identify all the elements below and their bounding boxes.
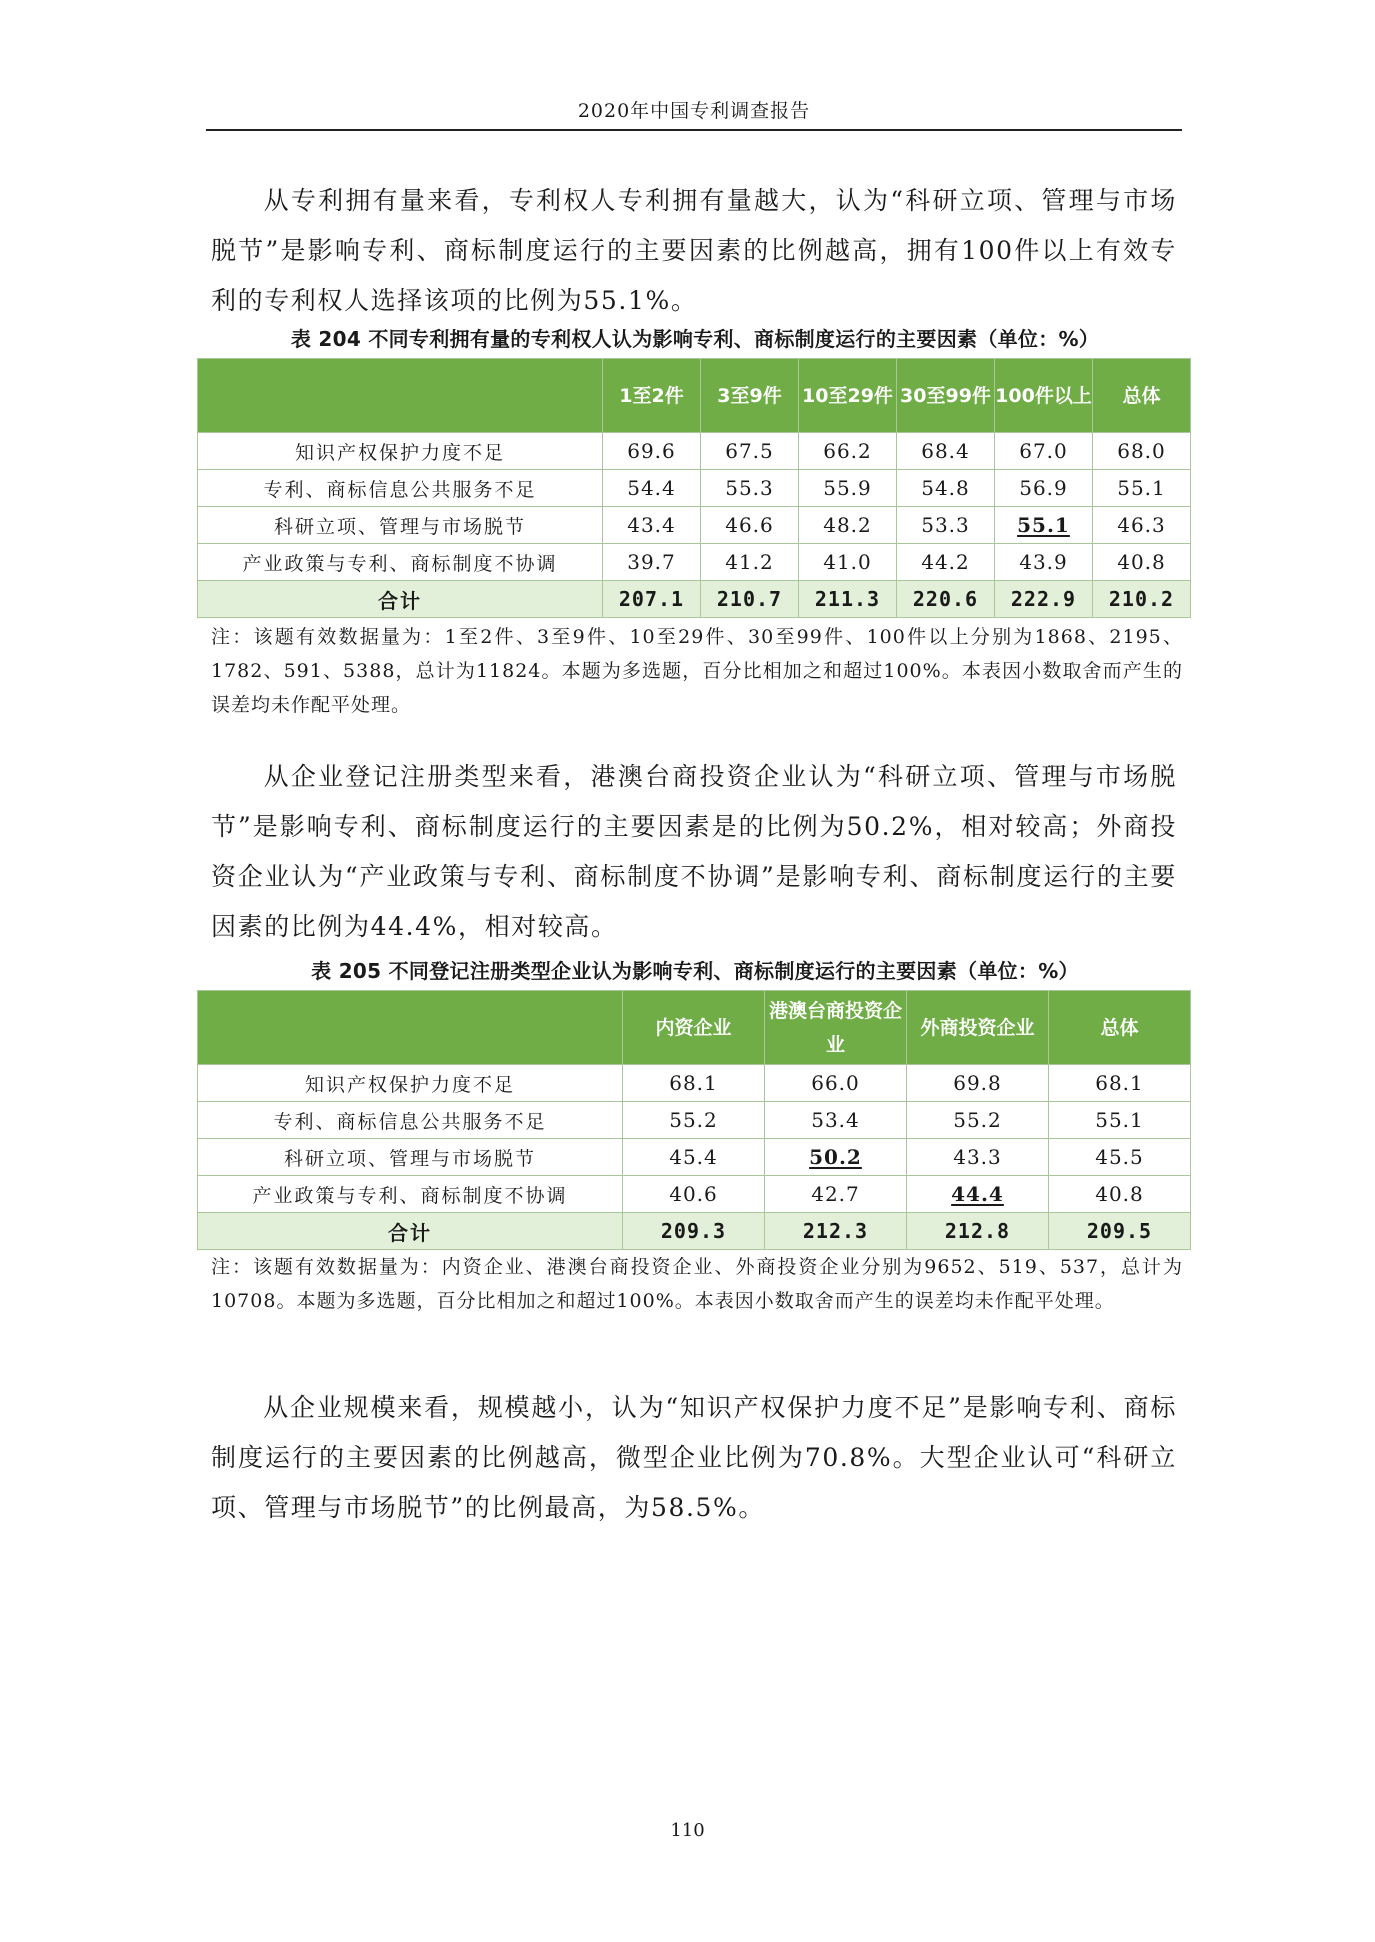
row-label: 专利、商标信息公共服务不足 — [198, 1102, 623, 1139]
table-row — [198, 1102, 1191, 1139]
highlight-value: 55.1 — [1017, 513, 1070, 537]
table-cell: 55.1 — [1093, 470, 1191, 507]
table-row — [198, 433, 1191, 470]
paragraph-enterprise-scale — [211, 1383, 1177, 1533]
highlight-value: 50.2 — [809, 1145, 862, 1169]
table-cell: 43.4 — [603, 507, 701, 544]
total-label: 合计 — [198, 581, 603, 618]
total-cell: 209.5 — [1049, 1213, 1191, 1250]
row-label: 专利、商标信息公共服务不足 — [198, 470, 603, 507]
table-cell: 39.7 — [603, 544, 701, 581]
table-cell: 68.1 — [1049, 1065, 1191, 1102]
table-205-note: 注：该题有效数据量为：内资企业、港澳台商投资企业、外商投资企业分别为9652、519、537，总计为10708。本题为多选题，百分比相加之和超过100%。本表因小数取舍而产生的误差均未作配平处理。 — [211, 1256, 1183, 1312]
highlight-value: 44.4 — [951, 1182, 1004, 1206]
column-header: 1至2件 — [603, 359, 701, 433]
header-blank-cell — [198, 991, 623, 1065]
table-header-row — [198, 991, 1191, 1065]
table-cell: 53.4 — [765, 1102, 907, 1139]
total-cell: 211.3 — [799, 581, 897, 618]
table-cell: 66.0 — [765, 1065, 907, 1102]
table-cell: 68.4 — [897, 433, 995, 470]
table-row — [198, 1139, 1191, 1176]
running-header: 2020年中国专利调查报告 — [577, 100, 811, 122]
table-total-row — [198, 1213, 1191, 1250]
table-cell: 67.0 — [995, 433, 1093, 470]
table-cell: 66.2 — [799, 433, 897, 470]
table-cell: 55.2 — [623, 1102, 765, 1139]
row-label: 知识产权保护力度不足 — [198, 1065, 623, 1102]
table-cell: 55.2 — [907, 1102, 1049, 1139]
table-cell: 43.9 — [995, 544, 1093, 581]
table-cell: 46.3 — [1093, 507, 1191, 544]
table-cell: 55.3 — [701, 470, 799, 507]
table-header-row — [198, 359, 1191, 433]
table-cell: 69.8 — [907, 1065, 1049, 1102]
column-header: 总体 — [1049, 991, 1191, 1065]
total-cell: 222.9 — [995, 581, 1093, 618]
table-cell: 40.8 — [1049, 1176, 1191, 1213]
table-cell-highlight — [907, 1176, 1049, 1213]
table-row — [198, 1065, 1191, 1102]
table-204 — [197, 358, 1191, 618]
total-label: 合计 — [198, 1213, 623, 1250]
header-rule — [206, 129, 1182, 131]
table-cell: 56.9 — [995, 470, 1093, 507]
total-cell: 207.1 — [603, 581, 701, 618]
table-cell: 46.6 — [701, 507, 799, 544]
table-row — [198, 1176, 1191, 1213]
total-cell: 220.6 — [897, 581, 995, 618]
table-cell: 68.0 — [1093, 433, 1191, 470]
table-205-caption: 表 205 不同登记注册类型企业认为影响专利、商标制度运行的主要因素（单位：%） — [311, 959, 1079, 983]
paragraph-text: 从企业规模来看，规模越小，认为“知识产权保护力度不足”是影响专利、商标制度运行的主要因素的比例越高，微型企业比例为70.8%。大型企业认可“科研立项、管理与市场脱节”的比例最高，为58.5%。 — [211, 1393, 1177, 1522]
total-cell: 210.7 — [701, 581, 799, 618]
table-row — [198, 544, 1191, 581]
table-204-caption: 表 204 不同专利拥有量的专利权人认为影响专利、商标制度运行的主要因素（单位：%） — [290, 327, 1100, 351]
table-cell: 55.1 — [1049, 1102, 1191, 1139]
table-cell: 40.6 — [623, 1176, 765, 1213]
header-blank-cell — [198, 359, 603, 433]
table-cell: 53.3 — [897, 507, 995, 544]
column-header: 3至9件 — [701, 359, 799, 433]
column-header: 内资企业 — [623, 991, 765, 1065]
table-cell: 42.7 — [765, 1176, 907, 1213]
row-label: 产业政策与专利、商标制度不协调 — [198, 544, 603, 581]
table-cell: 69.6 — [603, 433, 701, 470]
row-label: 产业政策与专利、商标制度不协调 — [198, 1176, 623, 1213]
table-cell: 41.2 — [701, 544, 799, 581]
column-header: 港澳台商投资企业 — [765, 991, 907, 1065]
table-row — [198, 507, 1191, 544]
row-label: 知识产权保护力度不足 — [198, 433, 603, 470]
table-cell: 55.9 — [799, 470, 897, 507]
column-header: 10至29件 — [799, 359, 897, 433]
total-cell: 209.3 — [623, 1213, 765, 1250]
table-204-note: 注：该题有效数据量为：1至2件、3至9件、10至29件、30至99件、100件以上分别为1868、2195、1782、591、5388，总计为11824。本题为多选题，百分比相加之和超过100%。本表因小数取舍而产生的误差均未作配平处理。 — [211, 626, 1183, 716]
table-cell: 54.4 — [603, 470, 701, 507]
table-cell: 45.4 — [623, 1139, 765, 1176]
paragraph-patent-holdings — [211, 176, 1177, 326]
table-cell-highlight — [995, 507, 1093, 544]
total-cell: 212.3 — [765, 1213, 907, 1250]
table-cell: 40.8 — [1093, 544, 1191, 581]
table-cell: 43.3 — [907, 1139, 1049, 1176]
column-header: 总体 — [1093, 359, 1191, 433]
paragraph-text: 从专利拥有量来看，专利权人专利拥有量越大，认为“科研立项、管理与市场脱节”是影响专利、商标制度运行的主要因素的比例越高，拥有100件以上有效专利的专利权人选择该项的比例为55.1%。 — [211, 186, 1177, 315]
total-cell: 210.2 — [1093, 581, 1191, 618]
row-label: 科研立项、管理与市场脱节 — [198, 1139, 623, 1176]
table-cell-highlight — [765, 1139, 907, 1176]
table-cell: 45.5 — [1049, 1139, 1191, 1176]
table-cell: 48.2 — [799, 507, 897, 544]
page-number: 110 — [670, 1820, 705, 1841]
table-cell: 54.8 — [897, 470, 995, 507]
total-cell: 212.8 — [907, 1213, 1049, 1250]
table-row — [198, 470, 1191, 507]
column-header: 外商投资企业 — [907, 991, 1049, 1065]
paragraph-text: 从企业登记注册类型来看，港澳台商投资企业认为“科研立项、管理与市场脱节”是影响专利、商标制度运行的主要因素是的比例为50.2%，相对较高；外商投资企业认为“产业政策与专利、商标制度不协调”是影响专利、商标制度运行的主要因素的比例为44.4%，相对较高。 — [211, 762, 1177, 941]
row-label: 科研立项、管理与市场脱节 — [198, 507, 603, 544]
table-cell: 68.1 — [623, 1065, 765, 1102]
table-total-row — [198, 581, 1191, 618]
table-cell: 41.0 — [799, 544, 897, 581]
column-header: 100件以上 — [995, 359, 1093, 433]
table-205 — [197, 990, 1191, 1250]
table-cell: 44.2 — [897, 544, 995, 581]
paragraph-registration-type — [211, 752, 1177, 952]
column-header: 30至99件 — [897, 359, 995, 433]
table-cell: 67.5 — [701, 433, 799, 470]
